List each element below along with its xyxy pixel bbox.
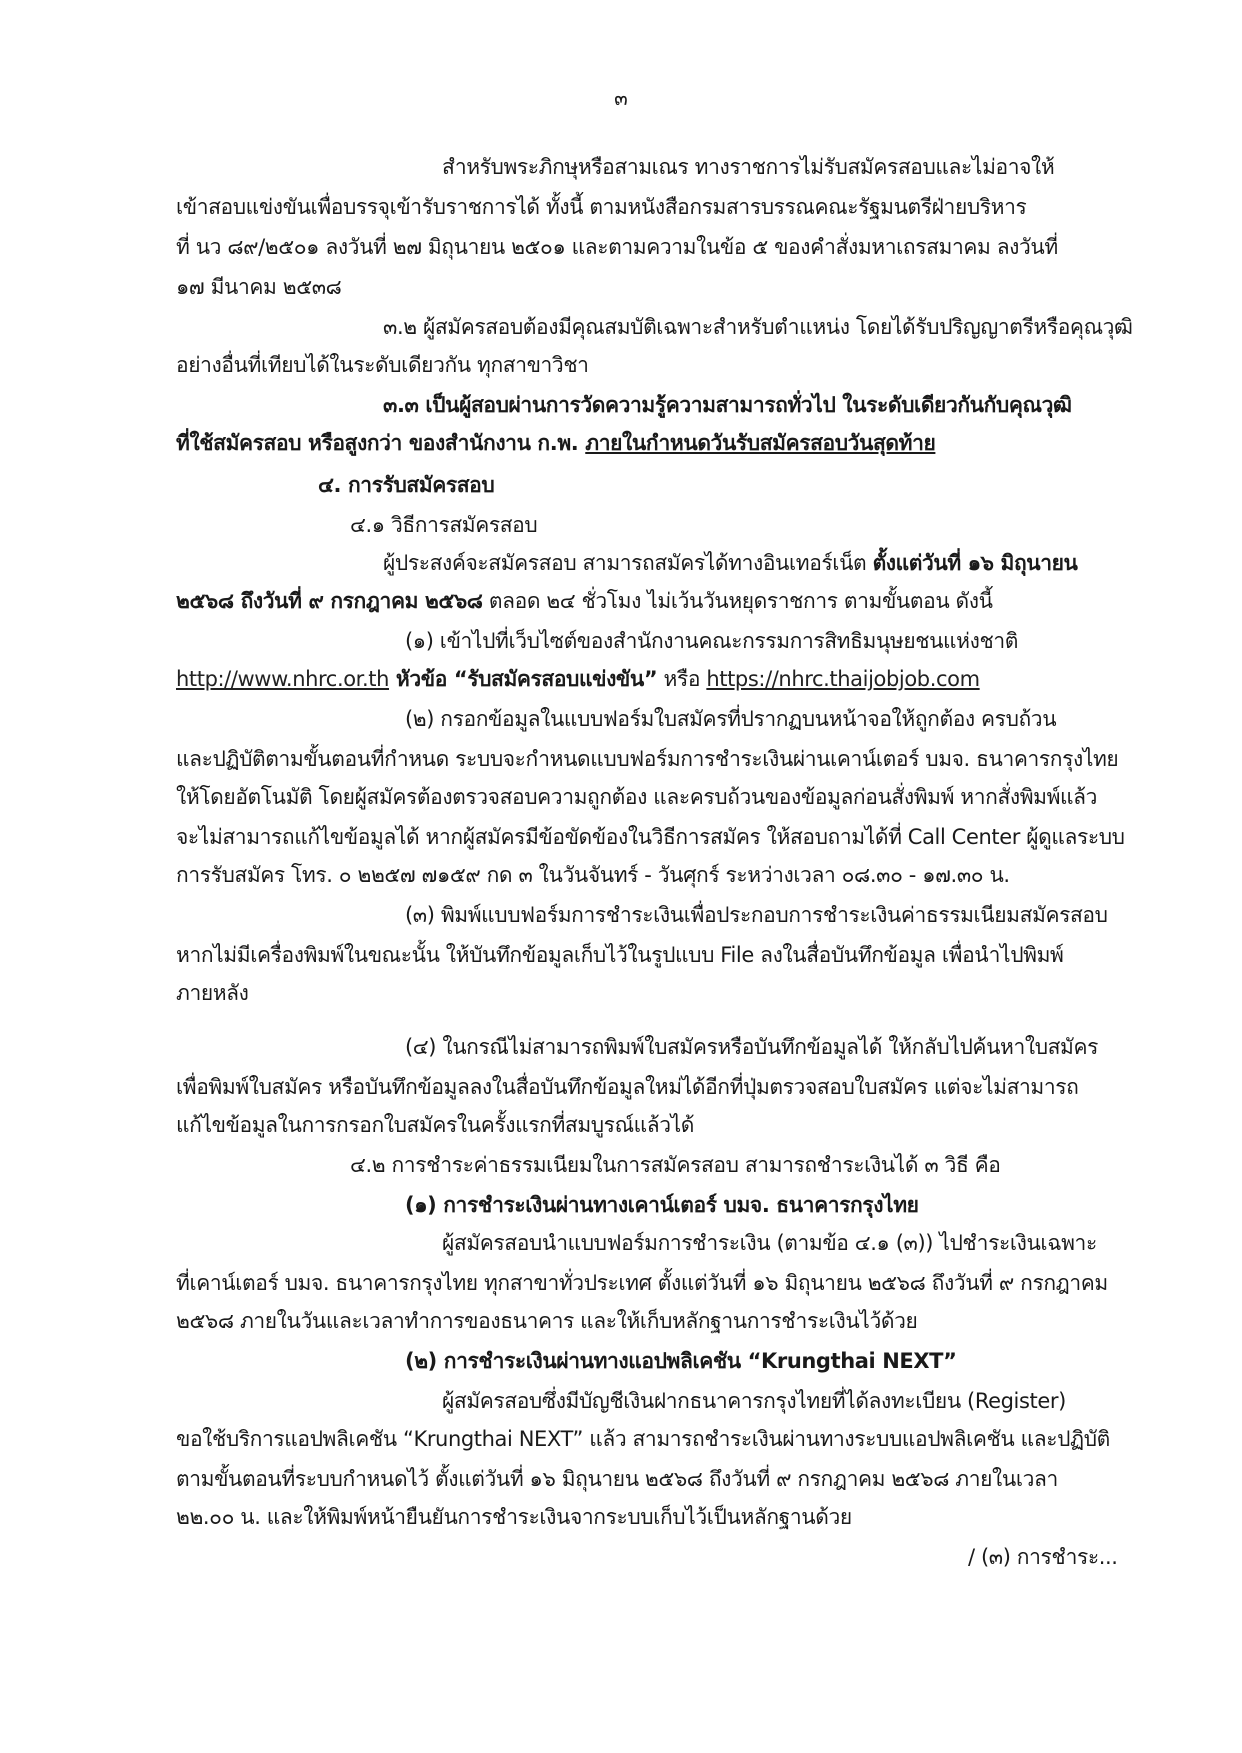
text-line: (๔) ในกรณีไม่สามารถพิมพ์ใบสมัครหรือบันทึกข้อมูลได้ ให้กลับไปค้นหาใบสมัคร [405,1035,1099,1059]
text-line: เพื่อพิมพ์ใบสมัคร หรือบันทึกข้อมูลลงในสื่อบันทึกข้อมูลใหม่ได้อีกที่ปุ่มตรวจสอบใบสมัคร แต่จะไม่สามารถ [176,1075,1079,1099]
text-line: ๒๕๖๘ ภายในวันและเวลาทำการของธนาคาร และให้เก็บหลักฐานการชำระเงินไว้ด้วย [176,1309,918,1333]
text-line: (๒) กรอกข้อมูลในแบบฟอร์มใบสมัครที่ปรากฏบนหน้าจอให้ถูกต้อง ครบถ้วน [405,707,1057,731]
start-date-bold: ตั้งแต่วันที่ ๑๖ มิถุนายน [872,551,1078,575]
deadline-underlined: ภายในกำหนดวันรับสมัครสอบวันสุดท้าย [585,431,936,455]
text-line: ภายหลัง [176,981,249,1005]
text-line [383,548,1077,578]
text-line: การรับสมัคร โทร. ๐ ๒๒๕๗ ๗๑๕๙ กด ๓ ในวันจันทร์ - วันศุกร์ ระหว่างเวลา ๐๘.๓๐ - ๑๗.๓๐ น. [176,863,1010,887]
text-span: หัวข้อ “รับสมัครสอบแข่งขัน” [389,667,658,691]
text-line: ๓.๒ ผู้สมัครสอบต้องมีคุณสมบัติเฉพาะสำหรับตำแหน่ง โดยได้รับปริญญาตรีหรือคุณวุฒิ [383,315,1133,339]
text-line: หากไม่มีเครื่องพิมพ์ในขณะนั้น ให้บันทึกข้อมูลเก็บไว้ในรูปแบบ File ลงในสื่อบันทึกข้อมูล เพื่อนำไปพิมพ์ [176,943,1064,967]
thaijobjob-link[interactable]: https://nhrc.thaijobjob.com [706,667,980,691]
text-line: (๓) พิมพ์แบบฟอร์มการชำระเงินเพื่อประกอบการชำระเงินค่าธรรมเนียมสมัครสอบ [405,903,1108,927]
text-span: ตลอด ๒๔ ชั่วโมง ไม่เว้นวันหยุดราชการ ตามขั้นตอน ดังนี้ [482,589,993,613]
payment-method-2-title: (๒) การชำระเงินผ่านทางแอปพลิเคชัน “Krungthai NEXT” [405,1349,957,1373]
text-span: ผู้ประสงค์จะสมัครสอบ สามารถสมัครได้ทางอินเทอร์เน็ต [383,551,873,575]
payment-method-1-title: (๑) การชำระเงินผ่านทางเคาน์เตอร์ บมจ. ธนาคารกรุงไทย [405,1193,919,1217]
text-line: ที่ นว ๘๙/๒๕๐๑ ลงวันที่ ๒๗ มิถุนายน ๒๕๐๑ และตามความในข้อ ๕ ของคำสั่งมหาเถรสมาคม ลงวันที่ [176,235,1058,259]
text-line: ให้โดยอัตโนมัติ โดยผู้สมัครต้องตรวจสอบความถูกต้อง และครบถ้วนของข้อมูลก่อนสั่งพิมพ์ หากสั่งพิมพ์แล้ว [176,785,1098,809]
text-span: หรือ [657,667,707,691]
continuation-note: / (๓) การชำระ... [968,1545,1118,1569]
text-line: แก้ไขข้อมูลในการกรอกใบสมัครในครั้งแรกที่สมบูรณ์แล้วได้ [176,1113,695,1137]
text-line: และปฏิบัติตามขั้นตอนที่กำหนด ระบบจะกำหนดแบบฟอร์มการชำระเงินผ่านเคาน์เตอร์ บมจ. ธนาคารกรุงไทย [176,747,1119,771]
text-span: ที่ใช้สมัครสอบ หรือสูงกว่า ของสำนักงาน ก.พ. [176,431,586,455]
text-line: ๑๗ มีนาคม ๒๕๓๘ [176,275,342,299]
section-4-2-title: ๔.๒ การชำระค่าธรรมเนียมในการสมัครสอบ สามารถชำระเงินได้ ๓ วิธี คือ [350,1153,1001,1177]
text-line: อย่างอื่นที่เทียบได้ในระดับเดียวกัน ทุกสาขาวิชา [176,353,589,377]
section-4-1-title: ๔.๑ วิธีการสมัครสอบ [350,513,538,537]
text-line: ที่เคาน์เตอร์ บมจ. ธนาคารกรุงไทย ทุกสาขาทั่วประเทศ ตั้งแต่วันที่ ๑๖ มิถุนายน ๒๕๖๘ ถึงวันที่ ๙ กรกฎาคม [176,1271,1108,1295]
page-number: ๓ [614,86,628,110]
text-line: (๑) เข้าไปที่เว็บไซต์ของสำนักงานคณะกรรมการสิทธิมนุษยชนแห่งชาติ [405,629,1018,653]
text-line: ขอใช้บริการแอปพลิเคชัน “Krungthai NEXT” แล้ว สามารถชำระเงินผ่านทางระบบแอปพลิเคชัน และปฏิบัติ [176,1427,1110,1451]
text-line: ผู้สมัครสอบนำแบบฟอร์มการชำระเงิน (ตามข้อ ๔.๑ (๓)) ไปชำระเงินเฉพาะ [442,1231,1097,1255]
text-line: สำหรับพระภิกษุหรือสามเณร ทางราชการไม่รับสมัครสอบและไม่อาจให้ [442,155,1055,179]
section-3-3-heading: ๓.๓ เป็นผู้สอบผ่านการวัดความรู้ความสามารถทั่วไป ในระดับเดียวกันกับคุณวุฒิ [383,393,1072,417]
end-date-bold: ๒๕๖๘ ถึงวันที่ ๙ กรกฎาคม ๒๕๖๘ [176,589,483,613]
text-line [176,586,993,616]
text-line: ตามขั้นตอนที่ระบบกำหนดไว้ ตั้งแต่วันที่ ๑๖ มิถุนายน ๒๕๖๘ ถึงวันที่ ๙ กรกฎาคม ๒๕๖๘ ภายในเวลา [176,1467,1058,1491]
section-4-title: ๔. การรับสมัครสอบ [318,473,495,497]
nhrc-website-link[interactable]: http://www.nhrc.or.th [176,667,389,691]
text-line: ๒๒.๐๐ น. และให้พิมพ์หน้ายืนยันการชำระเงินจากระบบเก็บไว้เป็นหลักฐานด้วย [176,1505,852,1529]
text-line [176,664,980,694]
text-line: จะไม่สามารถแก้ไขข้อมูลได้ หากผู้สมัครมีข้อขัดข้องในวิธีการสมัคร ให้สอบถามได้ที่ Call Center ผู้ดูแลระบบ [176,825,1125,849]
text-line: เข้าสอบแข่งขันเพื่อบรรจุเข้ารับราชการได้ ทั้งนี้ ตามหนังสือกรมสารบรรณคณะรัฐมนตรีฝ่ายบริหาร [176,195,1027,219]
text-line [176,428,935,458]
text-line: ผู้สมัครสอบซึ่งมีบัญชีเงินฝากธนาคารกรุงไทยที่ได้ลงทะเบียน (Register) [442,1389,1066,1413]
